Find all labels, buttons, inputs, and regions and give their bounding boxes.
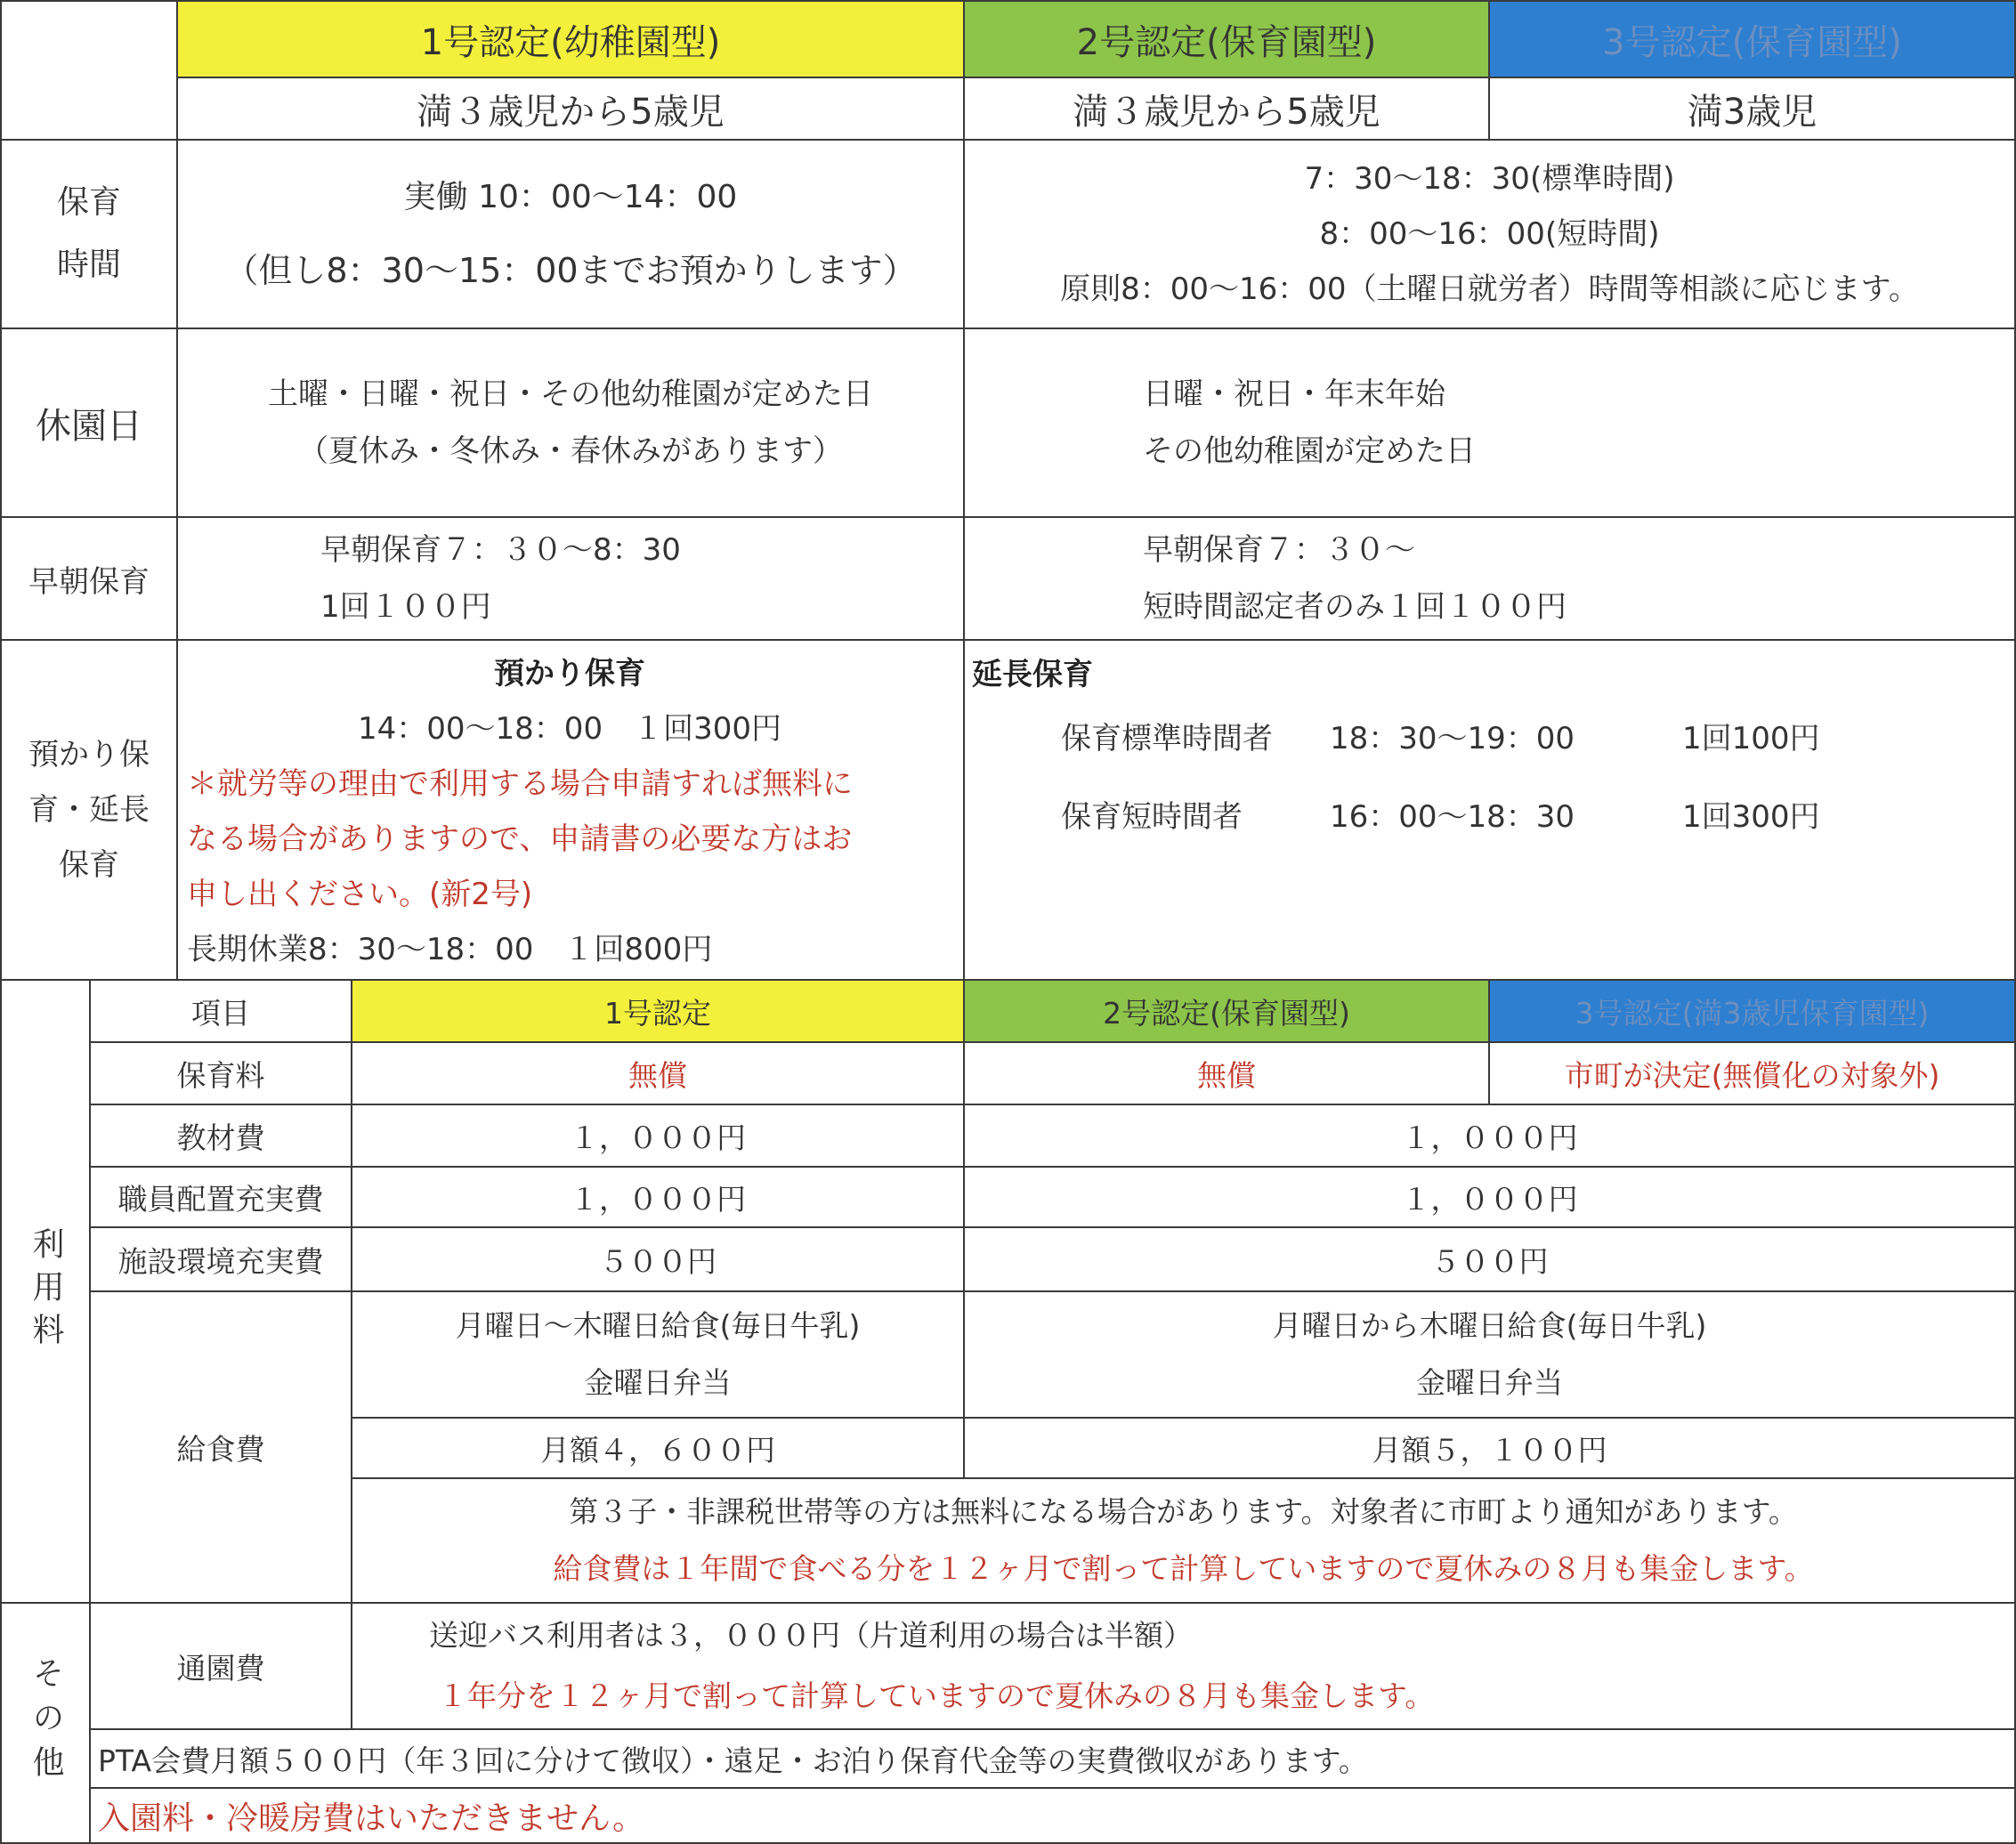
extended-type2-std-price: 1回100円 bbox=[1682, 721, 1820, 756]
tuition-type1-text: 無償 bbox=[628, 1057, 687, 1093]
extended-type1-note2: なる場合がありますので、申請書の必要な方はお bbox=[187, 821, 853, 857]
extended-type1-time: 14：00～18：00 １回300円 bbox=[358, 711, 781, 747]
pta-note-text: PTA会費月額５００円（年３回に分けて徴収）・遠足・お泊り保育代金等の実費徴収があります。 bbox=[98, 1743, 1368, 1778]
meal-type2-price bbox=[963, 1417, 2016, 1479]
meal-note bbox=[351, 1477, 2016, 1604]
other-group-label bbox=[0, 1602, 91, 1844]
fees-group-label bbox=[0, 979, 91, 1604]
meal-type2-menu bbox=[963, 1290, 2016, 1419]
hours-label-line2: 時間 bbox=[56, 247, 121, 283]
holidays-label bbox=[0, 328, 178, 518]
extended-label-line3: 保育 bbox=[59, 847, 119, 883]
age-type3-label: 満3歳児 bbox=[1687, 91, 1818, 133]
age-type3 bbox=[1488, 77, 2016, 141]
early-type1 bbox=[176, 516, 965, 641]
facility-label bbox=[89, 1226, 352, 1292]
header-type3 bbox=[1488, 0, 2016, 78]
early-type2-line2: 短時間認定者のみ１回１００円 bbox=[1143, 589, 1567, 625]
no-fee-note-text: 入園料・冷暖房費はいただきません。 bbox=[98, 1800, 645, 1837]
tuition-type2 bbox=[963, 1041, 1490, 1105]
hours-label bbox=[0, 139, 178, 329]
bus-detail bbox=[351, 1602, 2016, 1730]
extended-type2-short-time: 16：00～18：30 bbox=[1330, 799, 1575, 835]
materials-label-text: 教材費 bbox=[176, 1120, 265, 1155]
materials-type2-text: １，０００円 bbox=[1401, 1120, 1578, 1155]
materials-label bbox=[89, 1104, 352, 1168]
fees-col1-header bbox=[351, 979, 965, 1043]
facility-type2 bbox=[963, 1226, 2016, 1292]
fees-col3-header bbox=[1488, 979, 2016, 1043]
fees-col3-header-text: 3号認定(満3歳児保育園型) bbox=[1575, 995, 1930, 1031]
meal-type2-line2: 金曜日弁当 bbox=[1416, 1365, 1563, 1400]
early-type1-line1: 早朝保育７：３０～8：30 bbox=[320, 532, 681, 568]
extended-type2 bbox=[963, 639, 2016, 981]
tuition-label-text: 保育料 bbox=[176, 1057, 265, 1093]
facility-type1 bbox=[351, 1226, 965, 1292]
hours-type1-line1: 実働 10：00～14：00 bbox=[403, 179, 738, 215]
holidays-type1-line2: （夏休み・冬休み・春休みがあります） bbox=[298, 433, 843, 469]
meal-note-line1: 第３子・非課税世帯等の方は無料になる場合があります。対象者に市町より通知があります。 bbox=[569, 1494, 1798, 1529]
meal-type1-price bbox=[351, 1417, 965, 1479]
age-type1-label: 満３歳児から5歳児 bbox=[417, 91, 725, 133]
bus-label-text: 通園費 bbox=[176, 1650, 265, 1686]
meal-type1-line2: 金曜日弁当 bbox=[584, 1365, 732, 1400]
extended-type1-note1: ＊就労等の理由で利用する場合申請すれば無料に bbox=[187, 766, 853, 802]
header-type2-label: 2号認定(保育園型) bbox=[1076, 21, 1377, 63]
meal-label-text: 給食費 bbox=[176, 1431, 265, 1467]
bus-label bbox=[89, 1602, 352, 1730]
extended-type1-note3: 申し出ください。(新2号) bbox=[187, 877, 533, 912]
fees-item-header-text: 項目 bbox=[191, 995, 250, 1031]
hours-type2-line3: 原則8：00～16：00（土曜日就労者）時間等相談に応じます。 bbox=[1060, 271, 1919, 307]
tuition-type3 bbox=[1488, 1041, 2016, 1105]
early-type2 bbox=[963, 516, 2016, 641]
header-type3-label: 3号認定(保育園型) bbox=[1602, 21, 1902, 63]
extended-label bbox=[0, 639, 178, 981]
staff-type2 bbox=[963, 1166, 2016, 1228]
bus-detail-line2: １年分を１２ヶ月で割って計算していますので夏休みの８月も集金します。 bbox=[438, 1678, 1435, 1713]
meal-type1-price-text: 月額４，６００円 bbox=[540, 1432, 775, 1468]
extended-type2-title: 延長保育 bbox=[972, 657, 1093, 692]
facility-type1-text: ５００円 bbox=[599, 1243, 717, 1279]
early-type2-line1: 早朝保育７：３０～ bbox=[1143, 532, 1415, 568]
meal-type2-price-text: 月額５，１００円 bbox=[1372, 1432, 1607, 1468]
staff-type1-text: １，０００円 bbox=[570, 1181, 746, 1217]
extended-type1 bbox=[176, 639, 965, 981]
extended-type2-short-price: 1回300円 bbox=[1682, 799, 1820, 835]
meal-note-line2: 給食費は１年間で食べる分を１２ヶ月で割って計算していますので夏休みの８月も集金します。 bbox=[553, 1551, 1814, 1586]
fees-col2-header bbox=[963, 979, 1490, 1043]
header-type2 bbox=[963, 0, 1490, 78]
fees-group-label-text: 利用料 bbox=[28, 1227, 64, 1355]
meal-label bbox=[89, 1290, 352, 1604]
extended-type2-short-label: 保育短時間者 bbox=[1061, 799, 1243, 835]
extended-type1-title: 預かり保育 bbox=[494, 656, 645, 692]
early-label bbox=[0, 516, 178, 641]
hours-type1-line2: （但し8：30～15：00までお預かりします） bbox=[224, 251, 917, 290]
extended-type2-short-row bbox=[972, 778, 2004, 856]
holidays-type2-line2: その他幼稚園が定めた日 bbox=[1143, 433, 1476, 469]
hours-type2-line2: 8：00～16：00(短時間) bbox=[1319, 216, 1660, 252]
header-type1 bbox=[176, 0, 965, 78]
no-fee-note bbox=[89, 1787, 2016, 1844]
hours-type2-line1: 7：30～18：30(標準時間) bbox=[1304, 161, 1675, 197]
age-type2-label: 満３歳児から5歳児 bbox=[1073, 91, 1380, 133]
fees-col2-header-text: 2号認定(保育園型) bbox=[1103, 995, 1350, 1031]
facility-label-text: 施設環境充実費 bbox=[117, 1243, 324, 1279]
age-type2 bbox=[963, 77, 1490, 141]
corner-cell bbox=[0, 0, 178, 141]
staff-label bbox=[89, 1166, 352, 1228]
hours-label-line1: 保育 bbox=[56, 184, 121, 221]
tuition-type2-text: 無償 bbox=[1197, 1057, 1256, 1093]
extended-type2-std-time: 18：30～19：00 bbox=[1330, 721, 1575, 756]
hours-type2 bbox=[963, 139, 2016, 329]
meal-type1-line1: 月曜日～木曜日給食(毎日牛乳) bbox=[455, 1308, 861, 1343]
materials-type1 bbox=[351, 1104, 965, 1168]
pta-note bbox=[89, 1728, 2016, 1789]
fees-col1-header-text: 1号認定 bbox=[604, 995, 711, 1031]
staff-label-text: 職員配置充実費 bbox=[117, 1181, 324, 1217]
hours-type1 bbox=[176, 139, 965, 329]
extended-type1-long: 長期休業8：30～18：00 １回800円 bbox=[187, 932, 713, 967]
materials-type1-text: １，０００円 bbox=[570, 1120, 746, 1155]
facility-type2-text: ５００円 bbox=[1430, 1243, 1549, 1279]
early-label-text: 早朝保育 bbox=[28, 563, 150, 600]
age-type1 bbox=[176, 77, 965, 141]
tuition-type1 bbox=[351, 1041, 965, 1105]
meal-type1-menu bbox=[351, 1290, 965, 1419]
fees-item-header bbox=[89, 979, 352, 1043]
materials-type2 bbox=[963, 1104, 2016, 1168]
extended-type2-std-label: 保育標準時間者 bbox=[1061, 721, 1273, 756]
holidays-type1-line1: 土曜・日曜・祝日・その他幼稚園が定めた日 bbox=[268, 376, 873, 412]
meal-type2-line1: 月曜日から木曜日給食(毎日牛乳) bbox=[1272, 1308, 1707, 1343]
early-type1-line2: 1回１００円 bbox=[320, 589, 491, 625]
tuition-label bbox=[89, 1041, 352, 1105]
extended-label-line2: 育・延長 bbox=[28, 792, 150, 828]
holidays-type2 bbox=[963, 328, 2016, 518]
other-group-label-text: その他 bbox=[28, 1656, 64, 1790]
staff-type2-text: １，０００円 bbox=[1401, 1181, 1578, 1217]
holidays-label-text: 休園日 bbox=[36, 405, 142, 447]
holidays-type1 bbox=[176, 328, 965, 518]
holidays-type2-line1: 日曜・祝日・年末年始 bbox=[1143, 376, 1445, 412]
extended-type2-std-row bbox=[972, 700, 2004, 778]
header-type1-label: 1号認定(幼稚園型) bbox=[420, 21, 721, 63]
staff-type1 bbox=[351, 1166, 965, 1228]
bus-detail-line1: 送迎バス利用者は３，０００円（片道利用の場合は半額） bbox=[429, 1618, 1193, 1653]
extended-label-line1: 預かり保 bbox=[28, 737, 150, 772]
tuition-type3-text: 市町が決定(無償化の対象外) bbox=[1564, 1057, 1940, 1093]
